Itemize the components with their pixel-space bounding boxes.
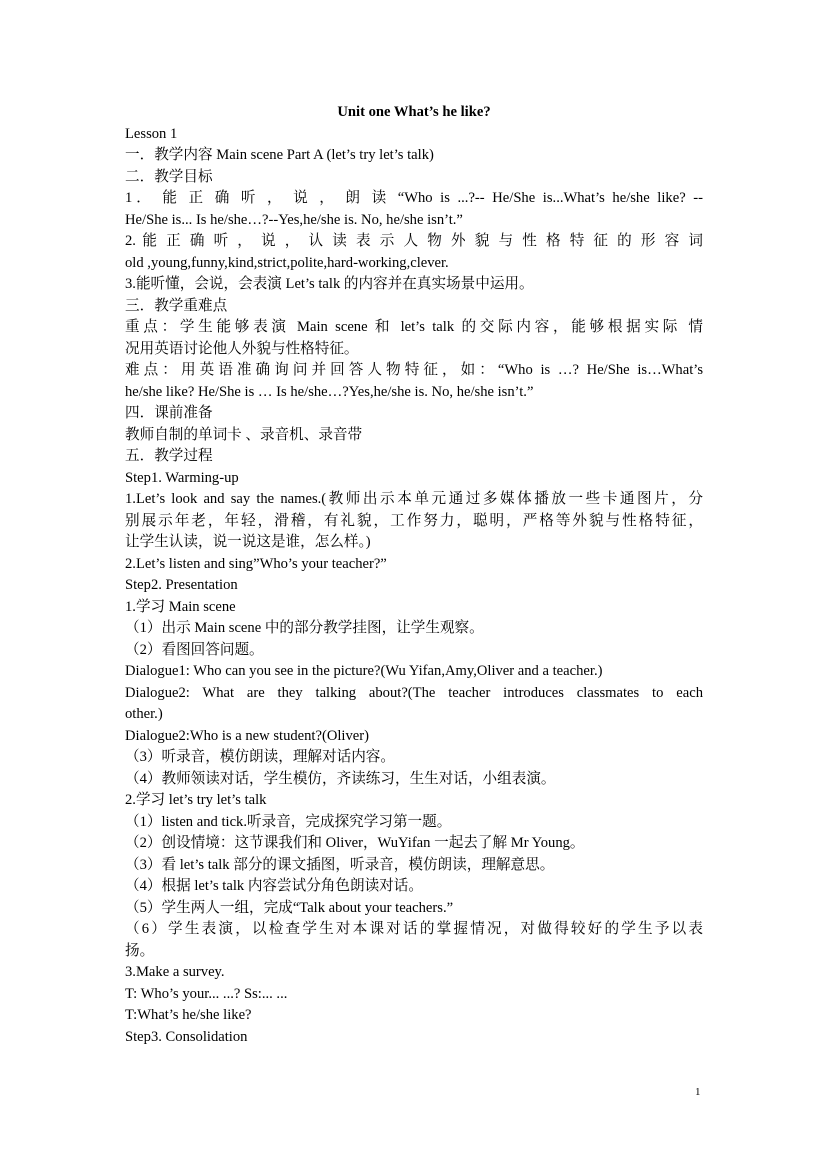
text-line: （1）listen and tick.听录音，完成探究学习第一题。 (125, 813, 452, 830)
text-line: （5）学生两人一组，完成“Talk about your teachers.” (125, 899, 454, 916)
text-line: 3.能听懂，会说，会表演 Let’s talk 的内容并在真实场景中运用。 (125, 276, 534, 292)
text-line: （6）学生表演，以检查学生对本课对话的掌握情况，对做得较好的学生予以表 (125, 921, 703, 937)
text-line: （2）创设情境：这节课我们和 Oliver，WuYifan 一起去了解 Mr Young。 (125, 835, 585, 851)
text-line: 3.Make a survey. (125, 964, 225, 980)
text-line: （4）教师领读对话，学生模仿，齐读练习，生生对话，小组表演。 (125, 770, 556, 787)
text-line: 教师自制的单词卡 、录音机、录音带 (125, 426, 363, 443)
text-line: T: Who’s your... ...? Ss:... ... (125, 985, 288, 1002)
text-line: 扬。 (125, 942, 155, 959)
text-line: 况用英语讨论他人外貌与性格特征。 (125, 340, 359, 357)
text-line: 四．课前准备 (125, 405, 213, 421)
text-line: old ,young,funny,kind,strict,polite,hard-working,clever. (125, 254, 449, 271)
text-line: Step1. Warming-up (125, 469, 239, 486)
text-line: 1.Let’s look and say the names.(教师出示本单元通过多媒体播放一些卡通图片，分 (125, 491, 703, 507)
text-line: 三．教学重难点 (125, 297, 228, 314)
text-line: Lesson 1 (125, 125, 178, 142)
text-line: T:What’s he/she like? (125, 1007, 252, 1023)
text-line: 让学生认读，说一说这是谁，怎么样。) (125, 534, 371, 550)
text-line: Step3. Consolidation (125, 1028, 248, 1045)
text-line: 2. 能 正 确 听 ， 说 ， 认 读 表 示 人 物 外 貌 与 性 格 特 征 的 形 容 词 (125, 233, 703, 249)
text-line: 五．教学过程 (125, 448, 213, 464)
text-line: Dialogue2:Who is a new student?(Oliver) (125, 727, 369, 744)
text-line: he/she like? He/She is … Is he/she…?Yes,he/she is. No, he/she isn’t.” (125, 383, 534, 400)
text-line: 难点：用英语准确询问并回答人物特征，如：“Who is …? He/She is…What’s (125, 362, 703, 378)
document-title: Unit one What’s he like? (337, 104, 491, 120)
text-line: 二．教学目标 (125, 168, 213, 185)
text-line: 1． 能 正 确 听 ， 说 ， 朗 读 “Who is ...?-- He/She is...What’s he/she like? -- (125, 190, 703, 206)
text-line: （4）根据 let’s talk 内容尝试分角色朗读对话。 (125, 878, 423, 894)
text-line: 2.学习 let’s try let’s talk (125, 792, 267, 808)
text-line: Dialogue2: What are they talking about?(The teacher introduces classmates to each (125, 684, 703, 701)
text-line: 1.学习 Main scene (125, 598, 236, 615)
text-line: He/She is... Is he/she…?--Yes,he/she is. No, he/she isn’t.” (125, 211, 463, 228)
text-line: （2）看图回答问题。 (125, 641, 264, 658)
text-line: 别展示年老，年轻，滑稽，有礼貌，工作努力，聪明，严格等外貌与性格特征， (125, 512, 703, 529)
text-line: （1）出示 Main scene 中的部分教学挂图，让学生观察。 (125, 620, 484, 636)
text-line: Step2. Presentation (125, 577, 238, 593)
text-line: （3）看 let’s talk 部分的课文插图，听录音，模仿朗读，理解意思。 (125, 856, 555, 873)
text-line: 一．教学内容 Main scene Part A (let’s try let’s talk) (125, 147, 434, 163)
text-line: （3）听录音，模仿朗读，理解对话内容。 (125, 749, 395, 765)
text-line: other.) (125, 706, 163, 722)
text-line: 重点：学生能够表演 Main scene 和 let’s talk 的交际内容，能够根据实际 情 (125, 319, 703, 335)
text-line: 2.Let’s listen and sing”Who’s your teacher?” (125, 555, 387, 572)
text-line: Dialogue1: Who can you see in the picture?(Wu Yifan,Amy,Oliver and a teacher.) (125, 663, 603, 679)
page-number: 1 (695, 1086, 701, 1098)
